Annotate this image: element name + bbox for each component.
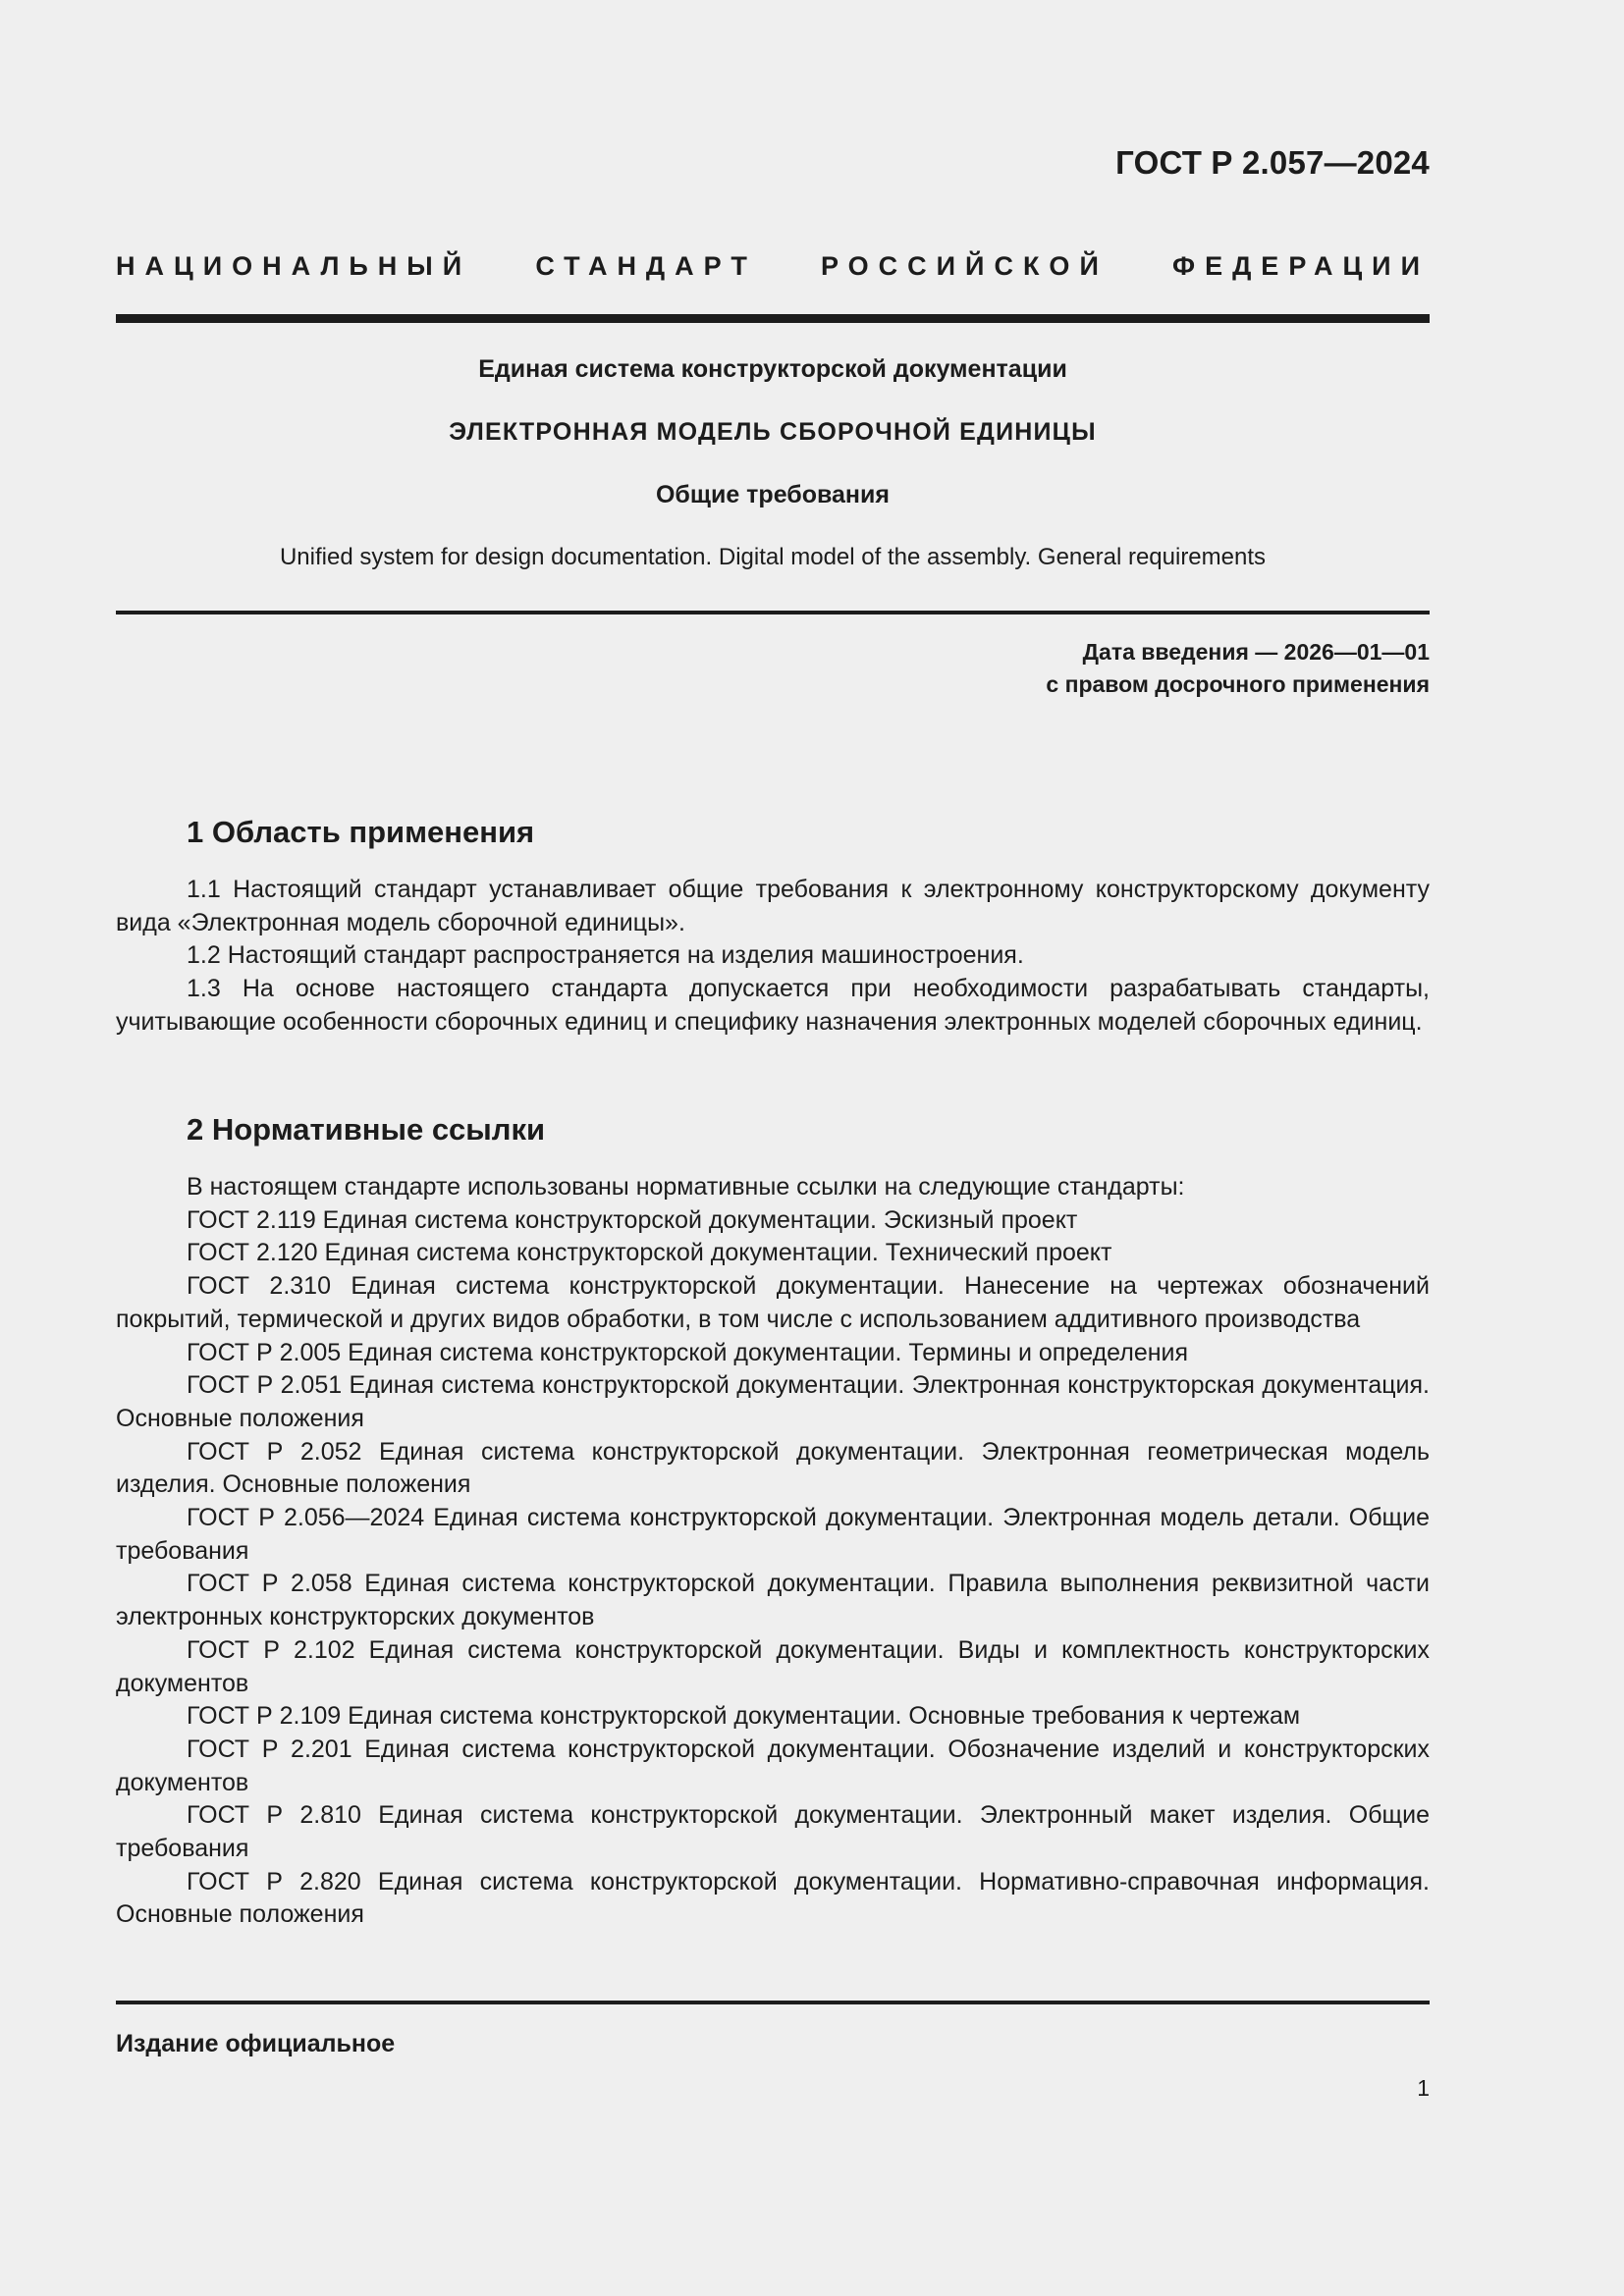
document-page [116, 0, 1430, 2296]
title-divider [116, 611, 1430, 614]
reference-item: ГОСТ 2.120 Единая система конструкторской документации. Технический проект [187, 1239, 1112, 1267]
reference-item: ГОСТ Р 2.052 Единая система конструкторской документации. Электронная геометрическая модель изделия. Основные положения [116, 1437, 1430, 1499]
reference-item: ГОСТ 2.310 Единая система конструкторской документации. Нанесение на чертежах обозначений покрытий, термической и других видов обработки, в том числе с использованием аддитивного производства [116, 1272, 1430, 1333]
paragraph: 1.3 На основе настоящего стандарта допускается при необходимости разрабатывать стандарты, учитывающие особенности сборочных единиц и специфику назначения электронных моделей сборочных единиц. [116, 975, 1430, 1036]
reference-item: ГОСТ 2.119 Единая система конструкторской документации. Эскизный проект [187, 1205, 1078, 1234]
reference-item: ГОСТ Р 2.810 Единая система конструкторской документации. Электронный макет изделия. Общие требования [116, 1801, 1430, 1863]
introduction-date-block [1046, 636, 1430, 701]
series-title: Единая система конструкторской документации [478, 355, 1067, 383]
official-edition-label: Издание официальное [116, 2030, 396, 2057]
main-title: ЭЛЕКТРОННАЯ МОДЕЛЬ СБОРОЧНОЙ ЕДИНИЦЫ [449, 418, 1097, 446]
subtitle: Общие требования [655, 481, 890, 508]
paragraph: 1.2 Настоящий стандарт распространяется на изделия машиностроения. [187, 941, 1024, 970]
national-standard-banner: НАЦИОНАЛЬНЫЙ СТАНДАРТ РОССИЙСКОЙ ФЕДЕРАЦИИ [116, 251, 1430, 281]
section-1-body [116, 874, 1430, 1040]
reference-item: ГОСТ Р 2.201 Единая система конструкторской документации. Обозначение изделий и конструкторских документов [116, 1735, 1430, 1796]
reference-item: ГОСТ Р 2.056—2024 Единая система конструкторской документации. Электронная модель детали. Общие требования [116, 1504, 1430, 1565]
section-2-body [116, 1171, 1430, 1932]
header-divider [116, 314, 1430, 323]
paragraph: В настоящем стандарте использованы нормативные ссылки на следующие стандарты: [187, 1173, 1185, 1201]
section-1-heading: 1 Область применения [187, 815, 535, 849]
reference-item: ГОСТ Р 2.005 Единая система конструкторской документации. Термины и определения [187, 1338, 1189, 1366]
introduction-date: Дата введения — 2026—01—01 [1082, 639, 1430, 665]
reference-item: ГОСТ Р 2.109 Единая система конструкторской документации. Основные требования к чертежам [187, 1702, 1301, 1731]
early-application-note: с правом досрочного применения [1046, 671, 1430, 697]
reference-item: ГОСТ Р 2.051 Единая система конструкторской документации. Электронная конструкторская документация. Основные положения [116, 1371, 1430, 1432]
reference-item: ГОСТ Р 2.820 Единая система конструкторской документации. Нормативно-справочная информация. Основные положения [116, 1867, 1430, 1929]
footer-divider [116, 2001, 1430, 2004]
document-number: ГОСТ Р 2.057—2024 [1115, 144, 1430, 181]
page-number: 1 [1417, 2075, 1430, 2101]
paragraph: 1.1 Настоящий стандарт устанавливает общие требования к электронному конструкторскому документу вида «Электронная модель сборочной единицы». [116, 876, 1430, 936]
section-2-heading: 2 Нормативные ссылки [187, 1112, 546, 1147]
reference-item: ГОСТ Р 2.058 Единая система конструкторской документации. Правила выполнения реквизитной части электронных конструкторских документов [116, 1570, 1430, 1631]
reference-item: ГОСТ Р 2.102 Единая система конструкторской документации. Виды и комплектность конструкторских документов [116, 1635, 1430, 1697]
english-title: Unified system for design documentation. Digital model of the assembly. General requirements [279, 544, 1267, 570]
